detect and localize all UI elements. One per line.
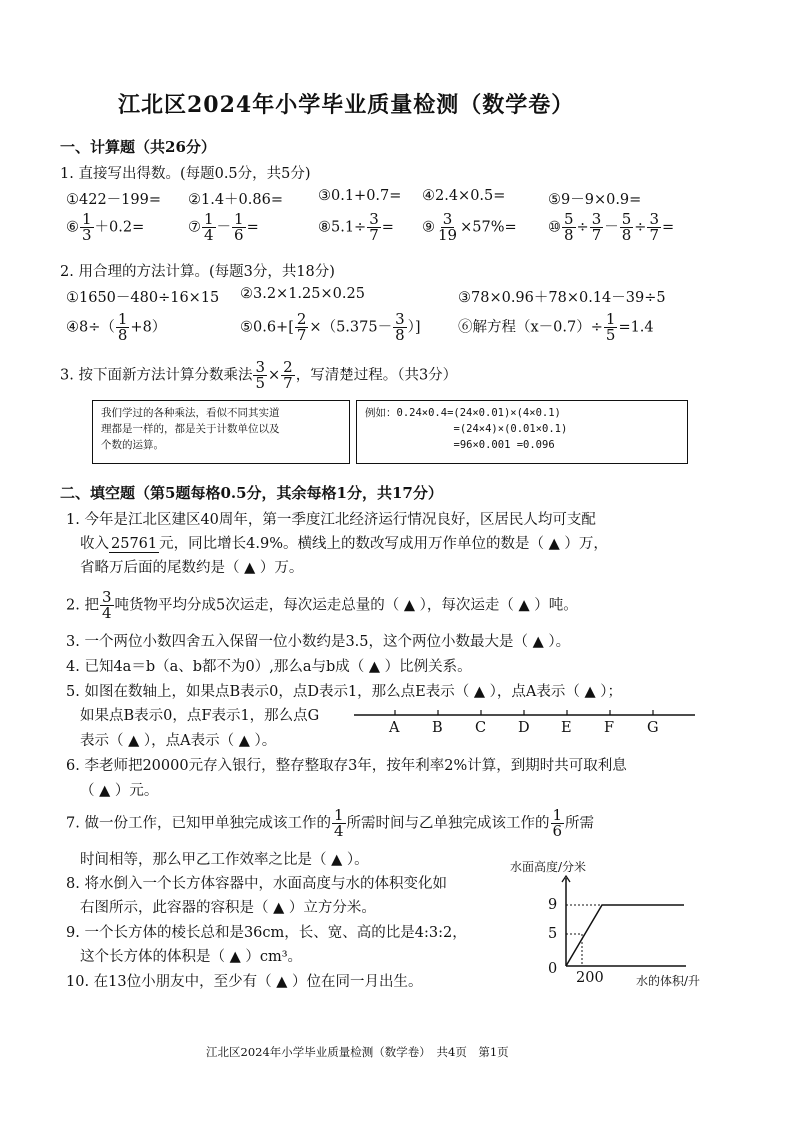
point-label-c: C xyxy=(475,720,487,736)
q2-item-1: ①1650－480÷16×15 xyxy=(66,290,220,306)
hint-box xyxy=(92,400,350,464)
q1-item: ②1.4＋0.86= xyxy=(188,192,283,208)
fill-q1-line2: 收入 25761 元，同比增长4.9%。横线上的数改写成用万作单位的数是（ ▲ ）万， xyxy=(80,536,608,552)
fill-q5-line1: 5. 如图在数轴上，如果点B表示0，点D表示1，那么点E表示（ ▲ ），点A表示（ ▲ ）； xyxy=(66,684,622,700)
fill-q6-line1: 6. 李老师把20000元存入银行，整存整取存3年，按年利率2%计算，到期时共可取利息 xyxy=(66,758,627,774)
section2-heading: 二、填空题（第5题每格0.5分，其余每格1分，共17分） xyxy=(60,484,443,502)
q2-item-6: ⑥解方程（x－0.7）÷ $\frac{1}{5}$ =1.4 xyxy=(458,310,654,344)
fill-q9-line2: 这个长方体的体积是（ ▲ ）cm³。 xyxy=(80,949,303,965)
graph-y9: 9 xyxy=(548,897,558,913)
fill-q2: 2. 把 $\frac{3}{4}$ 吨货物平均分成5次运走，每次运走总量的（ ▲ ），每次运走（ ▲ ）吨。 xyxy=(66,588,578,622)
point-label-e: E xyxy=(561,720,572,736)
fill-q3: 3. 一个两位小数四舍五入保留一位小数约是3.5，这个两位小数最大是（ ▲ ）。 xyxy=(66,634,571,650)
q2-item-4: ④8÷（ $\frac{1}{8}$ +8） xyxy=(66,310,167,344)
page-title: 江北区2024年小学毕业质量检测（数学卷） xyxy=(118,92,575,118)
fill-q6-line2: （ ▲ ）元。 xyxy=(80,783,159,799)
example-box xyxy=(356,400,688,464)
graph-origin: 0 xyxy=(548,961,558,977)
q1-item: ③0.1+0.7= xyxy=(318,188,402,204)
number-line-labels xyxy=(350,720,700,738)
point-label-g: G xyxy=(647,720,659,736)
q1-item: ⑤9－9×0.9= xyxy=(548,192,642,208)
fill-q4: 4. 已知4a＝b（a、b都不为0）,那么a与b成（ ▲ ）比例关系。 xyxy=(66,659,472,675)
fill-q1-line3: 省略万后面的尾数约是（ ▲ ）万。 xyxy=(80,560,304,576)
q2-item-5: ⑤0.6+[ $\frac{2}{7}$ ×（5.375－ $\frac{3}{8}$ ）] xyxy=(240,310,421,344)
point-label-a: A xyxy=(389,720,400,736)
q1-item-8: ⑧5.1÷ $\frac{3}{7}$ = xyxy=(318,210,394,244)
q1-item-9: ⑨ $\frac{3}{19}$ ×57%= xyxy=(422,210,517,244)
section1-heading: 一、计算题（共26分） xyxy=(60,138,216,156)
q1-item-6: ⑥ $\frac{1}{3}$ ＋0.2= xyxy=(66,210,145,244)
graph-ylabel: 水面高度/分米 xyxy=(510,860,587,874)
fill-q8-line2: 右图所示，此容器的容积是（ ▲ ）立方分米。 xyxy=(80,900,376,916)
graph-x200: 200 xyxy=(576,970,604,986)
q1-item-10: ⑩ $\frac{5}{8}$ ÷ $\frac{3}{7}$ － $\frac{5}{8}$ ÷ $\frac{3}{7}$ = xyxy=(548,210,675,244)
example-text: 例如：0.24×0.4=(24×0.01)×(4×0.1) =(24×4)×(0.01×0.1) =96×0.001 =0.096 xyxy=(365,407,568,451)
fill-q5-line2: 如果点B表示0，点F表示1，那么点G xyxy=(80,708,320,724)
fill-q5-line3: 表示（ ▲ ），点A表示（ ▲ ）。 xyxy=(80,733,277,749)
q2-item-2: ②3.2×1.25×0.25 xyxy=(240,286,365,302)
graph-xlabel: 水的体积/升 xyxy=(636,974,701,988)
fill-q1-line1: 1. 今年是江北区建区40周年，第一季度江北经济运行情况良好，区居民人均可支配 xyxy=(66,512,596,528)
fill-q8-line1: 8. 将水倒入一个长方体容器中，水面高度与水的体积变化如 xyxy=(66,876,447,892)
q1-item-7: ⑦ $\frac{1}{4}$ － $\frac{1}{6}$ = xyxy=(188,210,259,244)
q1-item: ④2.4×0.5= xyxy=(422,188,506,204)
page-footer: 江北区2024年小学毕业质量检测（数学卷） 共4页 第1页 xyxy=(206,1045,509,1059)
q3-stem: 3. 按下面新方法计算分数乘法 $\frac{3}{5}$ × $\frac{2}{7}$ ，写清楚过程。（共3分） xyxy=(60,358,458,392)
water-line xyxy=(566,905,684,966)
q2-item-3: ③78×0.96＋78×0.14－39÷5 xyxy=(458,290,666,306)
point-label-b: B xyxy=(432,720,443,736)
fill-q10: 10. 在13位小朋友中，至少有（ ▲ ）位在同一月出生。 xyxy=(66,974,423,990)
point-label-d: D xyxy=(518,720,530,736)
fill-q9-line1: 9. 一个长方体的棱长总和是36cm，长、宽、高的比是4:3:2， xyxy=(66,925,467,941)
income-value: 25761 xyxy=(111,536,158,552)
q1-item: ①422－199= xyxy=(66,192,162,208)
q2-stem: 2. 用合理的方法计算。(每题3分，共18分) xyxy=(60,264,335,280)
graph-y5: 5 xyxy=(548,926,558,942)
point-label-f: F xyxy=(604,720,615,736)
hint-text: 我们学过的各种乘法，看似不同其实道 理都是一样的，都是关于计数单位以及 个数的运算。 xyxy=(101,407,280,451)
fill-q7-line2: 时间相等，那么甲乙工作效率之比是（ ▲ ）。 xyxy=(80,852,369,868)
q1-stem: 1. 直接写出得数。(每题0.5分，共5分) xyxy=(60,166,311,182)
water-graph xyxy=(540,872,690,972)
fill-q7-line1: 7. 做一份工作，已知甲单独完成该工作的 $\frac{1}{4}$ 所需时间与乙单独完成该工作的 $\frac{1}{6}$ 所需 xyxy=(66,806,595,840)
